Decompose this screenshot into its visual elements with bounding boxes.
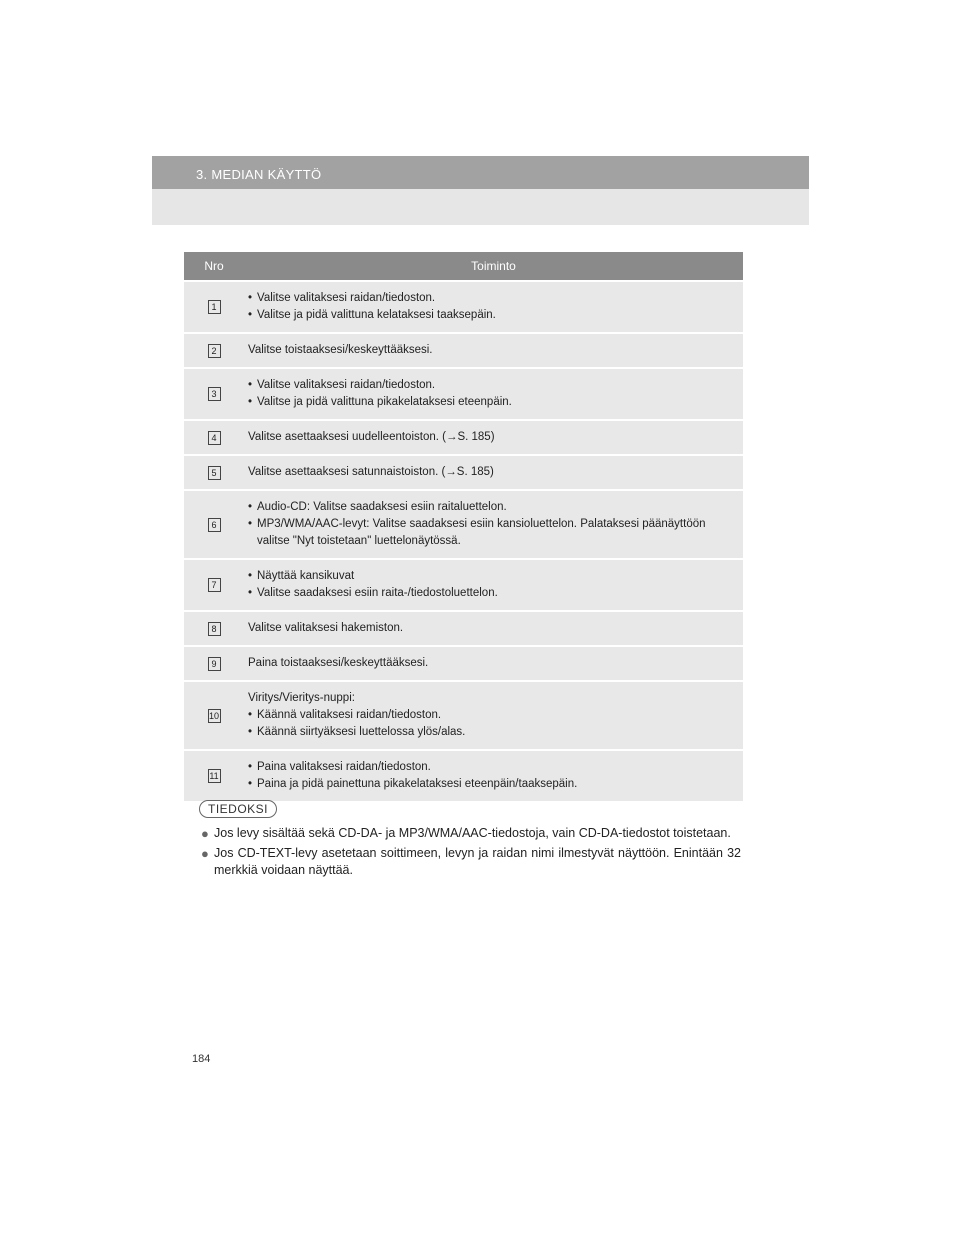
description-text: Käännä siirtyäksesi luettelossa ylös/alas. (257, 726, 466, 738)
row-number-cell (184, 368, 244, 420)
row-number-cell (184, 420, 244, 455)
table-row (184, 490, 743, 559)
row-number-badge: 10 (208, 710, 219, 721)
description-line (248, 690, 733, 707)
table-row (184, 681, 743, 750)
row-description-cell (244, 281, 743, 333)
description-line (248, 620, 733, 637)
table-row (184, 333, 743, 368)
description-line (248, 655, 733, 672)
description-text: Valitse ja pidä valittuna pikakelataksesi eteenpäin. (257, 396, 512, 408)
row-description-cell (244, 333, 743, 368)
bullet-icon: • (248, 587, 253, 599)
bullet-icon: • (248, 396, 253, 408)
description-line (248, 724, 733, 741)
note-bullet-icon: ● (201, 846, 209, 861)
bullet-icon: • (248, 761, 253, 773)
description-line (248, 568, 733, 585)
table-row (184, 646, 743, 681)
row-number-badge: 7 (208, 578, 221, 592)
note-text: Jos levy sisältää sekä CD-DA- ja MP3/WMA/AAC-tiedostoja, vain CD-DA-tiedostot toistetaan. (214, 826, 731, 840)
column-header-number: Nro (184, 252, 244, 281)
description-text: Viritys/Vieritys-nuppi: (248, 692, 355, 704)
bullet-icon: • (248, 726, 253, 738)
row-description-cell (244, 490, 743, 559)
row-number-badge: 3 (208, 387, 221, 401)
description-line (248, 377, 733, 394)
row-description-cell (244, 750, 743, 801)
description-text: Paina ja pidä painettuna pikakelataksesi eteenpäin/taaksepäin. (257, 778, 578, 790)
description-line (248, 394, 733, 411)
row-number-cell (184, 681, 244, 750)
bullet-icon: • (248, 518, 253, 530)
bullet-icon: • (248, 379, 253, 391)
row-number-badge: 6 (208, 518, 221, 532)
description-line (248, 342, 733, 359)
row-description-cell (244, 559, 743, 611)
row-number-cell (184, 750, 244, 801)
row-number-cell (184, 611, 244, 646)
section-title: 3. MEDIAN KÄYTTÖ (196, 167, 322, 182)
row-number-badge: 1 (208, 300, 221, 314)
row-number-cell (184, 281, 244, 333)
row-description-cell (244, 368, 743, 420)
description-line (248, 307, 733, 324)
table-row (184, 750, 743, 801)
bullet-icon: • (248, 292, 253, 304)
row-number-cell (184, 490, 244, 559)
description-text: Näyttää kansikuvat (257, 570, 355, 582)
table-row (184, 281, 743, 333)
column-header-function: Toiminto (244, 252, 743, 281)
row-number-cell (184, 455, 244, 490)
description-line (248, 516, 733, 550)
row-description-cell (244, 611, 743, 646)
note-bullet-icon: ● (201, 826, 209, 841)
description-line (248, 759, 733, 776)
row-description-cell (244, 681, 743, 750)
table-row (184, 420, 743, 455)
description-line (248, 776, 733, 793)
description-text: Audio-CD: Valitse saadaksesi esiin raitaluettelon. (257, 501, 507, 513)
row-number-cell (184, 646, 244, 681)
note-item (201, 845, 741, 879)
description-text: Valitse toistaaksesi/keskeyttääksesi. (248, 344, 433, 356)
table-body (184, 281, 743, 801)
table-row (184, 368, 743, 420)
row-number-badge: 2 (208, 344, 221, 358)
bullet-icon: • (248, 709, 253, 721)
row-description-cell (244, 420, 743, 455)
description-line (248, 707, 733, 724)
description-text: Käännä valitaksesi raidan/tiedoston. (257, 709, 442, 721)
bullet-icon: • (248, 309, 253, 321)
row-number-cell (184, 559, 244, 611)
table-header-row (184, 252, 743, 281)
row-number-badge: 8 (208, 622, 221, 636)
description-text: MP3/WMA/AAC-levyt: Valitse saadaksesi esiin kansioluettelon. Palataksesi päänäyttöön valitse "Nyt toistetaan" luettelonäytössä. (257, 518, 706, 547)
table-row (184, 611, 743, 646)
notes-list (201, 825, 741, 882)
row-number-badge: 4 (208, 431, 221, 445)
table-row (184, 559, 743, 611)
row-description-cell (244, 455, 743, 490)
description-text: Valitse saadaksesi esiin raita-/tiedostoluettelon. (257, 587, 498, 599)
description-line (248, 499, 733, 516)
bullet-icon: • (248, 570, 253, 582)
description-line (248, 464, 733, 481)
description-text: Valitse valitaksesi raidan/tiedoston. (257, 292, 436, 304)
description-text: Valitse valitaksesi raidan/tiedoston. (257, 379, 436, 391)
description-line (248, 429, 733, 446)
description-text: Valitse asettaaksesi uudelleentoiston. (→S. 185) (248, 431, 495, 443)
function-table (184, 252, 743, 801)
description-text: Paina toistaaksesi/keskeyttääksesi. (248, 657, 429, 669)
note-text: Jos CD-TEXT-levy asetetaan soittimeen, levyn ja raidan nimi ilmestyvät näyttöön. Enintään 32 merkkiä voidaan näyttää. (214, 846, 741, 877)
page-number: 184 (192, 1053, 211, 1065)
description-text: Valitse asettaaksesi satunnaistoiston. (→S. 185) (248, 466, 494, 478)
section-header-subbar (152, 189, 809, 225)
note-item (201, 825, 741, 842)
description-text: Valitse ja pidä valittuna kelataksesi taaksepäin. (257, 309, 496, 321)
notes-label: TIEDOKSI (199, 800, 277, 818)
row-number-badge: 9 (208, 657, 221, 671)
row-number-cell (184, 333, 244, 368)
table-row (184, 455, 743, 490)
row-number-badge: 11 (209, 771, 219, 781)
description-text: Paina valitaksesi raidan/tiedoston. (257, 761, 431, 773)
row-number-badge: 5 (208, 466, 221, 480)
description-text: Valitse valitaksesi hakemiston. (248, 622, 404, 634)
bullet-icon: • (248, 501, 253, 513)
description-line (248, 290, 733, 307)
row-description-cell (244, 646, 743, 681)
bullet-icon: • (248, 778, 253, 790)
description-line (248, 585, 733, 602)
